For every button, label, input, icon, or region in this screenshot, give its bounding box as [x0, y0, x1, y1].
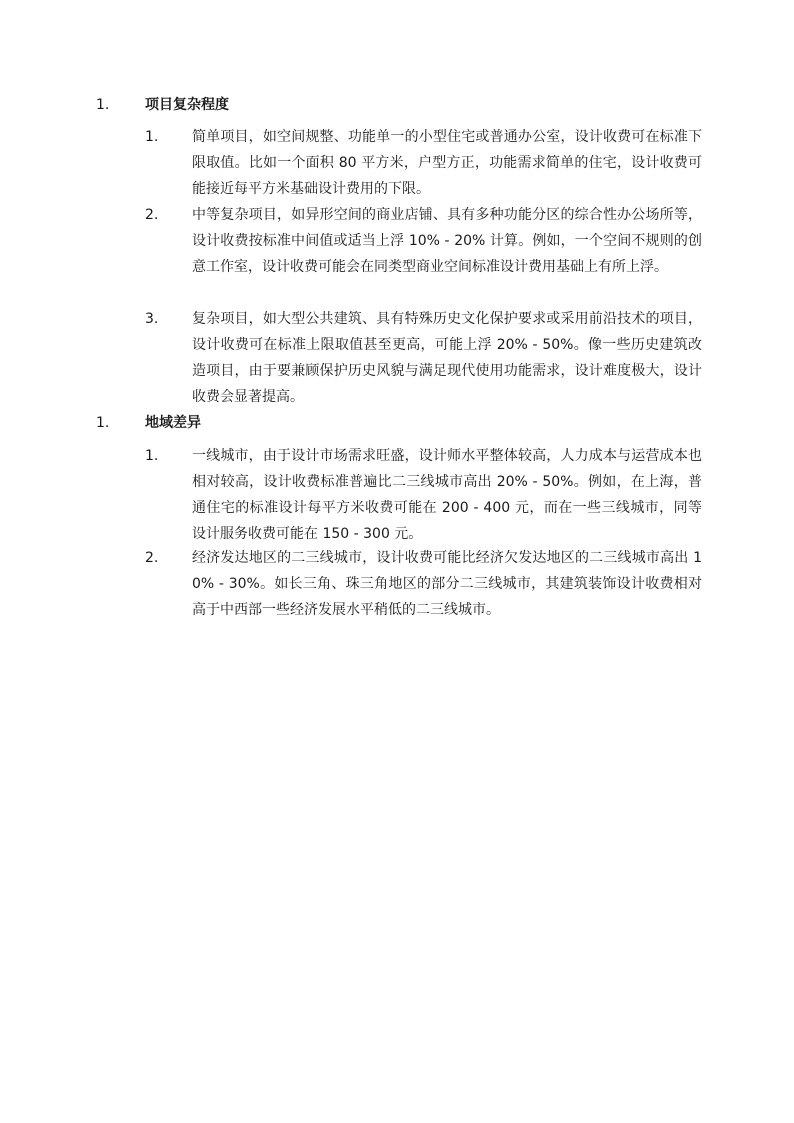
list-item-text: 简单项目，如空间规整、功能单一的小型住宅或普通办公室，设计收费可在标准下限取值。比如一个面积 80 平方米，户型方正，功能需求简单的住宅，设计收费可能接近每平方米基础设计费用的下限。	[192, 129, 702, 197]
list-item-text: 一线城市，由于设计市场需求旺盛，设计师水平整体较高，人力成本与运营成本也相对较高，设计收费标准普遍比二三线城市高出 20% - 50%。例如，在上海，普通住宅的标准设计每平方米收费可能在 200 - 400 元，而在一些三线城市，同等设计服务收费可能在 150 - 300 元。	[192, 448, 702, 542]
list-item-text: 中等复杂项目，如异形空间的商业店铺、具有多种功能分区的综合性办公场所等，设计收费按标准中间值或适当上浮 10% - 20% 计算。例如，一个空间不规则的创意工作室，设计收费可能会在同类型商业空间标准设计费用基础上有所上浮。	[192, 207, 702, 275]
list-item-number: 3.	[145, 311, 159, 327]
section-title: 地域差异	[145, 415, 201, 431]
section-number: 1.	[96, 97, 110, 113]
list-item-text: 复杂项目，如大型公共建筑、具有特殊历史文化保护要求或采用前沿技术的项目，设计收费可在标准上限取值甚至更高，可能上浮 20% - 50%。像一些历史建筑改造项目，由于要兼顾保护历史风貌与满足现代使用功能需求，设计难度极大，设计收费会显著提高。	[192, 311, 702, 405]
list-item-number: 1.	[145, 129, 159, 145]
list-item-text: 经济发达地区的二三线城市，设计收费可能比经济欠发达地区的二三线城市高出 10% - 30%。如长三角、珠三角地区的部分二三线城市，其建筑装饰设计收费相对高于中西部一些经济发展水平稍低的二三线城市。	[192, 550, 702, 618]
list-item-number: 2.	[145, 207, 159, 223]
section-number: 1.	[96, 415, 110, 431]
section-title: 项目复杂程度	[145, 97, 229, 113]
list-item-number: 2.	[145, 550, 159, 566]
list-item-number: 1.	[145, 448, 159, 464]
